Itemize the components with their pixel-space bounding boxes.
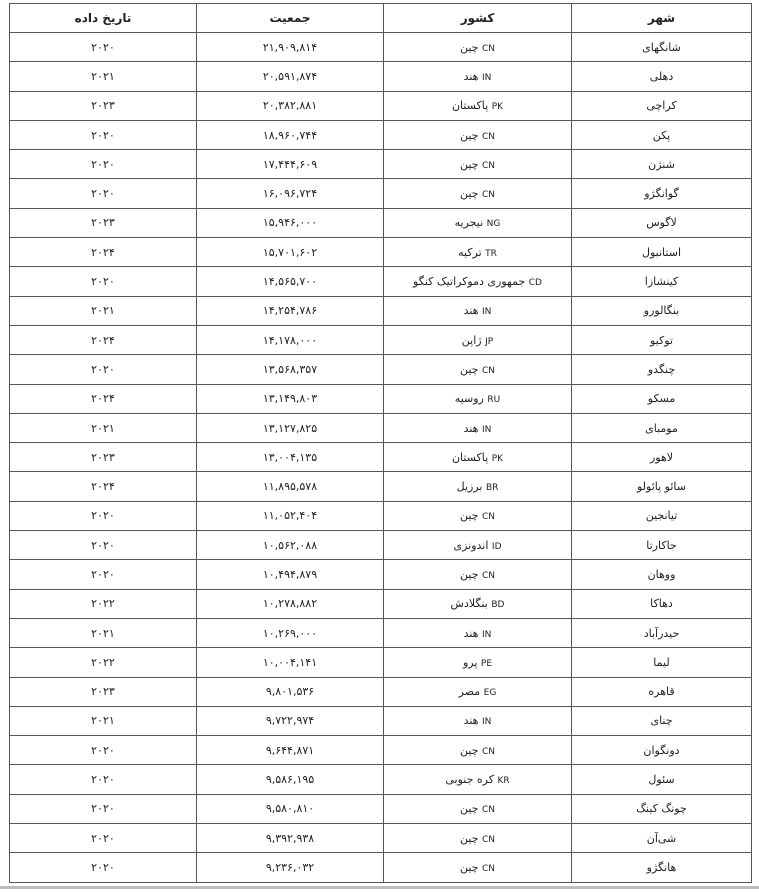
cell-country (384, 443, 572, 472)
country-name: نیجریه (454, 216, 484, 230)
country-code: CN (481, 365, 496, 376)
cell-city: حیدرآباد (572, 618, 752, 647)
table-row (10, 33, 752, 62)
cell-city: پکن (572, 120, 752, 149)
table-row (10, 706, 752, 735)
cell-population: ۱۳,۱۴۹,۸۰۳ (197, 384, 384, 413)
header-city: شهر (572, 4, 752, 33)
cell-population: ۲۱,۹۰۹,۸۱۴ (197, 33, 384, 62)
cell-population: ۱۰,۲۶۹,۰۰۰ (197, 618, 384, 647)
country-code: KR (497, 776, 510, 787)
country-code: CN (481, 43, 496, 54)
cell-country (384, 589, 572, 618)
header-population: جمعیت (197, 4, 384, 33)
table-row (10, 765, 752, 794)
cell-date: ۲۰۲۲ (10, 648, 197, 677)
table-row (10, 150, 752, 179)
cell-population: ۱۴,۵۶۵,۷۰۰ (197, 267, 384, 296)
cell-population: ۱۷,۴۴۴,۶۰۹ (197, 150, 384, 179)
table-row (10, 443, 752, 472)
cell-country (384, 736, 572, 765)
cell-city: کراچی (572, 91, 752, 120)
country-name: ترکیه (458, 245, 482, 259)
cell-city: شنژن (572, 150, 752, 179)
cell-city: کینشازا (572, 267, 752, 296)
cell-city: دهاکا (572, 589, 752, 618)
cell-date: ۲۰۲۱ (10, 706, 197, 735)
cell-population: ۹,۵۸۰,۸۱۰ (197, 794, 384, 823)
country-code: CN (481, 863, 496, 874)
cell-country (384, 62, 572, 91)
cell-country (384, 618, 572, 647)
cell-date: ۲۰۲۴ (10, 325, 197, 354)
cell-date: ۲۰۲۰ (10, 267, 197, 296)
table-header-row (10, 4, 752, 33)
cell-population: ۲۰,۳۸۲,۸۸۱ (197, 91, 384, 120)
country-code: TR (485, 248, 497, 259)
cell-population: ۹,۷۲۲,۹۷۴ (197, 706, 384, 735)
country-name: روسیه (454, 392, 484, 406)
country-code: CN (481, 131, 496, 142)
cell-date: ۲۰۲۰ (10, 824, 197, 853)
cell-date: ۲۰۲۲ (10, 589, 197, 618)
cell-date: ۲۰۲۰ (10, 355, 197, 384)
country-code: EG (483, 688, 497, 699)
table-row (10, 120, 752, 149)
country-code: PE (480, 658, 493, 669)
cell-country (384, 355, 572, 384)
cell-population: ۱۴,۱۷۸,۰۰۰ (197, 325, 384, 354)
cell-country (384, 472, 572, 501)
table-row (10, 618, 752, 647)
country-code: IN (482, 717, 492, 728)
cell-city: هانگژو (572, 853, 752, 882)
cell-date: ۲۰۲۰ (10, 853, 197, 882)
cell-date: ۲۰۲۰ (10, 765, 197, 794)
cell-country (384, 560, 572, 589)
cell-date: ۲۰۲۰ (10, 150, 197, 179)
cell-country (384, 208, 572, 237)
cell-city: چنای (572, 706, 752, 735)
table-row (10, 208, 752, 237)
country-name: چین (459, 567, 479, 581)
cell-population: ۱۰,۵۶۲,۰۸۸ (197, 531, 384, 560)
cell-city: سئول (572, 765, 752, 794)
cell-city: شی‌آن (572, 824, 752, 853)
cell-country (384, 501, 572, 530)
cell-population: ۲۰,۵۹۱,۸۷۴ (197, 62, 384, 91)
country-name: هند (463, 304, 479, 318)
cell-country (384, 150, 572, 179)
country-code: CN (481, 746, 496, 757)
cell-date: ۲۰۲۰ (10, 560, 197, 589)
table-row (10, 179, 752, 208)
cell-city: تیانجین (572, 501, 752, 530)
table-row (10, 853, 752, 882)
country-name: چین (459, 187, 479, 201)
cell-city: مسکو (572, 384, 752, 413)
cell-population: ۱۰,۲۷۸,۸۸۲ (197, 589, 384, 618)
cell-country (384, 677, 572, 706)
cell-date: ۲۰۲۰ (10, 501, 197, 530)
cell-country (384, 238, 572, 267)
country-name: اندونزی (453, 538, 489, 552)
country-name: هند (463, 421, 479, 435)
country-code: JP (485, 336, 494, 347)
cell-date: ۲۰۲۰ (10, 531, 197, 560)
cell-population: ۱۰,۴۹۴,۸۷۹ (197, 560, 384, 589)
cell-date: ۲۰۲۰ (10, 736, 197, 765)
cell-city: لیما (572, 648, 752, 677)
cell-country (384, 120, 572, 149)
cell-city: دونگوان (572, 736, 752, 765)
cell-date: ۲۰۲۳ (10, 91, 197, 120)
table-row (10, 589, 752, 618)
cell-country (384, 33, 572, 62)
cell-population: ۱۱,۸۹۵,۵۷۸ (197, 472, 384, 501)
table-row (10, 736, 752, 765)
country-name: چین (459, 860, 479, 874)
cell-country (384, 384, 572, 413)
country-name: هند (463, 626, 479, 640)
country-name: ژاپن (461, 333, 482, 347)
cell-date: ۲۰۲۱ (10, 62, 197, 91)
cell-country (384, 325, 572, 354)
cell-date: ۲۰۲۳ (10, 443, 197, 472)
country-code: PK (491, 453, 504, 464)
cell-city: لاگوس (572, 208, 752, 237)
cell-city: دهلی (572, 62, 752, 91)
cell-date: ۲۰۲۰ (10, 794, 197, 823)
cell-population: ۱۳,۰۰۴,۱۳۵ (197, 443, 384, 472)
cell-city: استانبول (572, 238, 752, 267)
cell-population: ۱۰,۰۰۴,۱۴۱ (197, 648, 384, 677)
country-code: ID (491, 541, 502, 552)
cell-population: ۹,۶۴۴,۸۷۱ (197, 736, 384, 765)
cell-country (384, 824, 572, 853)
cell-date: ۲۰۲۰ (10, 179, 197, 208)
cell-population: ۱۱,۰۵۲,۴۰۴ (197, 501, 384, 530)
table-row (10, 325, 752, 354)
table-row (10, 355, 752, 384)
cell-population: ۹,۸۰۱,۵۳۶ (197, 677, 384, 706)
cell-city: جاکارتا (572, 531, 752, 560)
country-name: چین (459, 509, 479, 523)
country-code: IN (482, 72, 492, 83)
country-code: IN (482, 424, 492, 435)
table-row (10, 91, 752, 120)
cell-date: ۲۰۲۴ (10, 472, 197, 501)
table-row (10, 238, 752, 267)
cell-population: ۱۶,۰۹۶,۷۲۴ (197, 179, 384, 208)
country-code: CN (481, 160, 496, 171)
table-row (10, 413, 752, 442)
cell-country (384, 267, 572, 296)
cell-city: چنگدو (572, 355, 752, 384)
country-name: چین (459, 40, 479, 54)
country-name: بنگلادش (450, 597, 488, 611)
cell-city: سائو پائولو (572, 472, 752, 501)
cell-date: ۲۰۲۳ (10, 208, 197, 237)
country-code: NG (486, 219, 501, 230)
cell-city: لاهور (572, 443, 752, 472)
country-code: CN (481, 805, 496, 816)
cell-country (384, 765, 572, 794)
table-row (10, 648, 752, 677)
cell-date: ۲۰۲۳ (10, 677, 197, 706)
cell-population: ۹,۲۳۶,۰۳۲ (197, 853, 384, 882)
cell-population: ۱۵,۷۰۱,۶۰۲ (197, 238, 384, 267)
cell-country (384, 648, 572, 677)
cell-city: چونگ کینگ (572, 794, 752, 823)
country-name: پرو (462, 655, 478, 669)
country-name: مصر (458, 685, 481, 699)
cell-country (384, 296, 572, 325)
city-population-table (9, 3, 752, 883)
cell-city: توکیو (572, 325, 752, 354)
country-code: PK (491, 102, 504, 113)
country-name: جمهوری دموکراتیک کنگو (413, 275, 526, 289)
header-country: کشور (384, 4, 572, 33)
cell-date: ۲۰۲۱ (10, 296, 197, 325)
cell-city: بنگالورو (572, 296, 752, 325)
cell-city: مومبای (572, 413, 752, 442)
table-row (10, 384, 752, 413)
cell-date: ۲۰۲۰ (10, 33, 197, 62)
table-row (10, 560, 752, 589)
cell-date: ۲۰۲۰ (10, 120, 197, 149)
country-name: چین (459, 157, 479, 171)
table-row (10, 824, 752, 853)
cell-population: ۱۳,۱۲۷,۸۲۵ (197, 413, 384, 442)
country-name: هند (463, 714, 479, 728)
table-body (10, 33, 752, 883)
country-code: IN (482, 307, 492, 318)
country-name: برزیل (456, 480, 483, 494)
cell-country (384, 179, 572, 208)
cell-country (384, 794, 572, 823)
cell-city: قاهره (572, 677, 752, 706)
country-code: CD (528, 278, 542, 289)
cell-country (384, 706, 572, 735)
country-name: چین (459, 831, 479, 845)
table-row (10, 296, 752, 325)
cell-date: ۲۰۲۱ (10, 413, 197, 442)
cell-country (384, 91, 572, 120)
cell-city: گوانگژو (572, 179, 752, 208)
bottom-divider (0, 886, 759, 889)
cell-city: شانگهای (572, 33, 752, 62)
country-code: CN (481, 834, 496, 845)
cell-population: ۹,۵۸۶,۱۹۵ (197, 765, 384, 794)
cell-date: ۲۰۲۴ (10, 384, 197, 413)
table-row (10, 501, 752, 530)
table-row (10, 677, 752, 706)
country-name: پاکستان (451, 450, 489, 464)
country-code: IN (482, 629, 492, 640)
country-name: هند (463, 69, 479, 83)
country-code: BR (485, 483, 499, 494)
cell-country (384, 853, 572, 882)
country-name: چین (459, 128, 479, 142)
country-code: RU (487, 395, 501, 406)
cell-population: ۹,۳۹۲,۹۳۸ (197, 824, 384, 853)
cell-country (384, 531, 572, 560)
country-code: BD (491, 600, 505, 611)
table-row (10, 267, 752, 296)
cell-population: ۱۸,۹۶۰,۷۴۴ (197, 120, 384, 149)
cell-population: ۱۳,۵۶۸,۳۵۷ (197, 355, 384, 384)
country-code: CN (481, 512, 496, 523)
cell-population: ۱۵,۹۴۶,۰۰۰ (197, 208, 384, 237)
cell-population: ۱۴,۲۵۴,۷۸۶ (197, 296, 384, 325)
cell-country (384, 413, 572, 442)
country-code: CN (481, 570, 496, 581)
table-row (10, 62, 752, 91)
cell-date: ۲۰۲۴ (10, 238, 197, 267)
country-name: چین (459, 802, 479, 816)
country-name: کره جنوبی (445, 773, 494, 787)
table-row (10, 794, 752, 823)
country-name: چین (459, 743, 479, 757)
country-name: پاکستان (451, 99, 489, 113)
table-row (10, 531, 752, 560)
cell-date: ۲۰۲۱ (10, 618, 197, 647)
table-row (10, 472, 752, 501)
cell-city: ووهان (572, 560, 752, 589)
country-code: CN (481, 190, 496, 201)
country-name: چین (459, 362, 479, 376)
header-date: تاریخ داده (10, 4, 197, 33)
